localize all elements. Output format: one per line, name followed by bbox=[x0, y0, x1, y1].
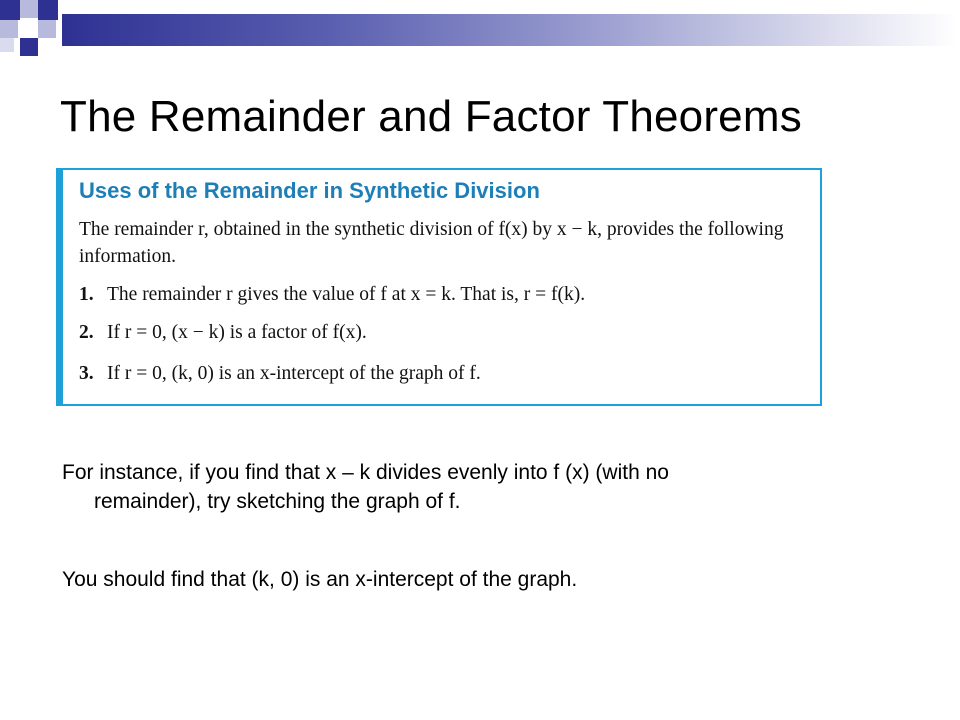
list-item bbox=[79, 363, 481, 385]
corner-square-7 bbox=[0, 38, 14, 52]
corner-square-1 bbox=[0, 0, 20, 20]
header-gradient-bar bbox=[62, 14, 958, 46]
item-number: 1. bbox=[79, 284, 94, 305]
box-heading: Uses of the Remainder in Synthetic Division bbox=[79, 178, 540, 203]
instance-paragraph bbox=[62, 458, 882, 516]
list-item bbox=[79, 322, 367, 344]
corner-square-6 bbox=[20, 38, 38, 56]
definition-box bbox=[56, 168, 822, 406]
paragraph-line-2: remainder), try sketching the graph of f. bbox=[94, 490, 461, 513]
conclusion-paragraph: You should find that (k, 0) is an x-intercept of the graph. bbox=[62, 568, 578, 591]
corner-square-3 bbox=[38, 0, 58, 20]
item-number: 3. bbox=[79, 363, 94, 384]
corner-square-2 bbox=[20, 0, 38, 18]
list-item bbox=[79, 284, 585, 306]
corner-square-5 bbox=[38, 20, 56, 38]
box-intro: The remainder r, obtained in the synthetic division of f(x) by x − k, provides the following information. bbox=[79, 219, 784, 267]
corner-square-4 bbox=[0, 20, 18, 38]
item-text: If r = 0, (x − k) is a factor of f(x). bbox=[107, 322, 367, 343]
item-number: 2. bbox=[79, 322, 94, 343]
paragraph-line-1: For instance, if you find that x – k divides evenly into f (x) (with no bbox=[62, 461, 669, 484]
item-text: The remainder r gives the value of f at x = k. That is, r = f(k). bbox=[107, 284, 586, 305]
slide-title: The Remainder and Factor Theorems bbox=[60, 92, 802, 141]
item-text: If r = 0, (k, 0) is an x-intercept of the graph of f. bbox=[107, 363, 481, 384]
